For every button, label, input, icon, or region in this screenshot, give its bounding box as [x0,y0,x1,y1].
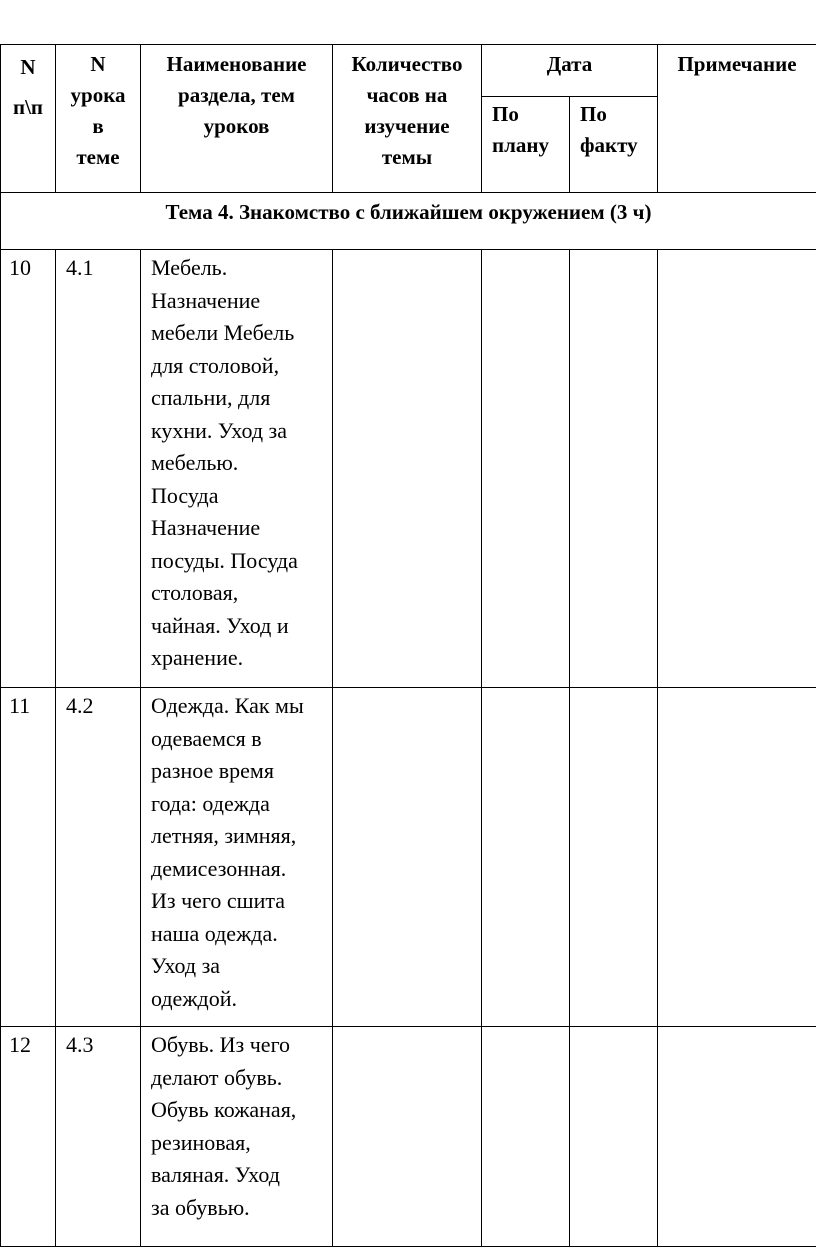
header-plan-line1: По [492,99,569,130]
header-name-line3: уроков [141,111,332,142]
header-hours-line4: темы [333,142,481,173]
description-line: демисезонная. [151,853,326,886]
header-hours-line2: часов на [333,80,481,111]
row-hours [333,1027,482,1247]
table-header-row [1,45,816,97]
header-lesson-line1: N [56,49,140,80]
row-number: 11 [1,688,56,1027]
description-line: Мебель. [151,252,326,285]
description-line: чайная. Уход и [151,610,326,643]
description-line: летняя, зимняя, [151,820,326,853]
description-line: Обувь кожаная, [151,1094,326,1127]
row-date-fact [570,250,658,688]
description-line: разное время [151,755,326,788]
row-date-plan [482,250,570,688]
description-line: кухни. Уход за [151,415,326,448]
description-line: Назначение [151,285,326,318]
description-line: для столовой, [151,350,326,383]
header-date-fact [570,97,658,193]
description-line: Одежда. Как мы [151,690,326,723]
row-description [141,1027,333,1247]
description-line: Посуда [151,480,326,513]
row-date-plan [482,1027,570,1247]
header-hours [333,45,482,193]
row-note [658,250,816,688]
row-lesson: 4.3 [56,1027,141,1247]
row-hours [333,250,482,688]
description-line: столовая, [151,577,326,610]
header-number [1,45,56,193]
header-number-line1: N [1,47,55,87]
header-section-name [141,45,333,193]
header-date [482,45,658,97]
description-line: года: одежда [151,788,326,821]
row-date-fact [570,688,658,1027]
header-name-line2: раздела, тем [141,80,332,111]
row-hours [333,688,482,1027]
description-line: Уход за [151,950,326,983]
row-lesson: 4.1 [56,250,141,688]
header-name-line1: Наименование [141,49,332,80]
description-line: посуды. Посуда [151,545,326,578]
table-row [1,1027,816,1247]
table-row [1,688,816,1027]
lesson-plan-table [0,44,816,1247]
description-line: за обувью. [151,1192,326,1225]
description-line: резиновая, [151,1127,326,1160]
header-date-plan [482,97,570,193]
description-line: мебелью. [151,447,326,480]
row-description [141,250,333,688]
header-hours-line3: изучение [333,111,481,142]
row-note [658,1027,816,1247]
row-lesson: 4.2 [56,688,141,1027]
topic-row [1,193,816,250]
topic-title: Тема 4. Знакомство с ближайшем окружением (3 ч) [1,193,816,250]
header-lesson-line3: в [56,111,140,142]
row-number: 10 [1,250,56,688]
description-line: наша одежда. [151,918,326,951]
description-line: Назначение [151,512,326,545]
row-number: 12 [1,1027,56,1247]
header-fact-line1: По [580,99,657,130]
header-note-label: Примечание [658,49,816,80]
description-line: мебели Мебель [151,317,326,350]
header-plan-line2: плану [492,130,569,161]
description-line: спальни, для [151,382,326,415]
description-line: хранение. [151,642,326,675]
description-line: Из чего сшита [151,885,326,918]
table-row [1,250,816,688]
description-line: валяная. Уход [151,1159,326,1192]
header-lesson-number [56,45,141,193]
header-note [658,45,816,193]
header-date-label: Дата [482,49,657,80]
row-description [141,688,333,1027]
row-date-fact [570,1027,658,1247]
description-line: одеваемся в [151,723,326,756]
description-line: Обувь. Из чего [151,1029,326,1062]
header-lesson-line2: урока [56,80,140,111]
description-line: одеждой. [151,983,326,1016]
header-fact-line2: факту [580,130,657,161]
row-date-plan [482,688,570,1027]
header-hours-line1: Количество [333,49,481,80]
header-lesson-line4: теме [56,142,140,173]
header-number-line2: п\п [1,87,55,127]
description-line: делают обувь. [151,1062,326,1095]
row-note [658,688,816,1027]
